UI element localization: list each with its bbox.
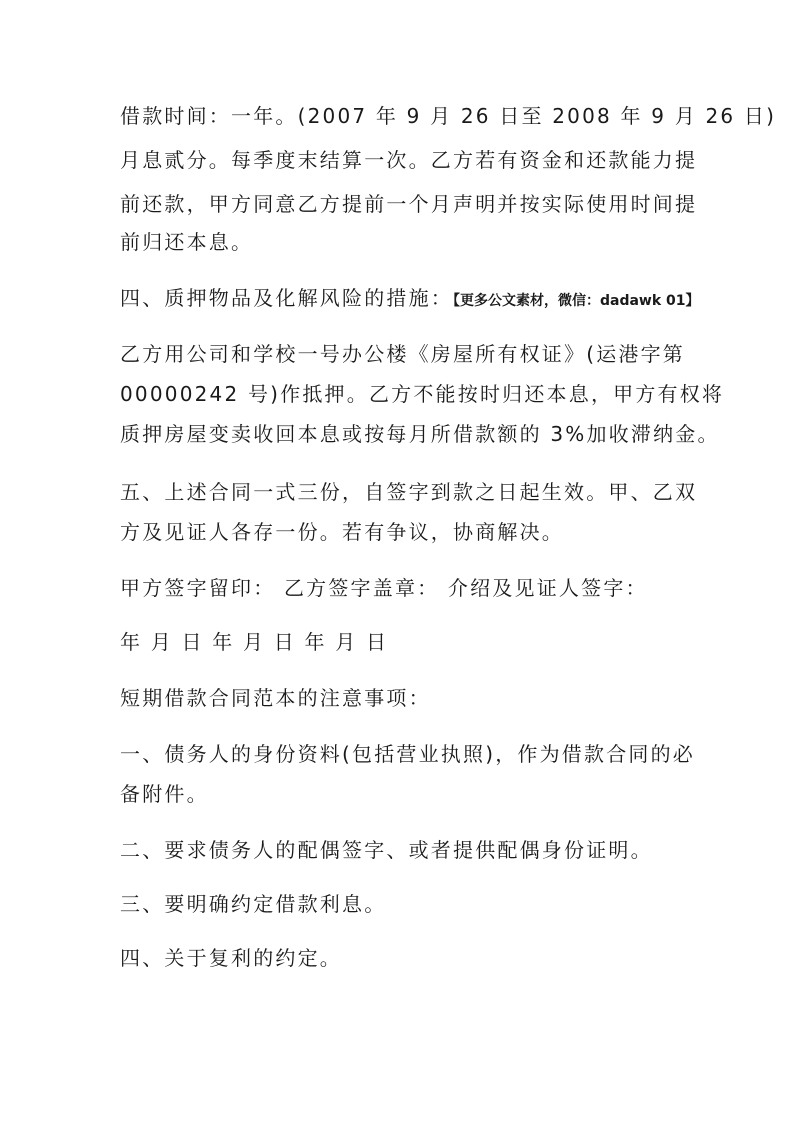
early-repayment-end-line: 前归还本息。 [120, 230, 254, 254]
notes-heading: 短期借款合同范本的注意事项： [120, 686, 431, 710]
loan-term-line: 借款时间：一年。(2007 年 9 月 26 日至 2008 年 9 月 26 日) [120, 104, 777, 128]
signature-line: 甲方签字留印： 乙方签字盖章： 介绍及见证人签字： [120, 576, 648, 600]
note-three: 三、要明确约定借款利息。 [120, 892, 387, 916]
collateral-line-1: 乙方用公司和学校一号办公楼《房屋所有权证》(运港字第 [120, 342, 686, 366]
section-five-line-1: 五、上述合同一式三份，自签字到款之日起生效。甲、乙双 [120, 480, 698, 504]
interest-line: 月息贰分。每季度末结算一次。乙方若有资金和还款能力提 [120, 148, 698, 172]
note-one-line-1: 一、债务人的身份资料(包括营业执照)，作为借款合同的必 [120, 742, 696, 766]
early-repayment-line: 前还款，甲方同意乙方提前一个月声明并按实际使用时间提 [120, 192, 698, 216]
promo-note: 【更多公文素材，微信：dadawk 01】 [453, 293, 700, 309]
section-four-title: 四、质押物品及化解风险的措施： [120, 286, 453, 310]
collateral-line-2: 00000242 号)作抵押。乙方不能按时归还本息，甲方有权将 [120, 382, 725, 406]
collateral-line-3: 质押房屋变卖收回本息或按每月所借款额的 3%加收滞纳金。 [120, 422, 720, 446]
note-two: 二、要求债务人的配偶签字、或者提供配偶身份证明。 [120, 838, 653, 862]
note-four: 四、关于复利的约定。 [120, 946, 342, 970]
section-five-line-2: 方及见证人各存一份。若有争议，协商解决。 [120, 520, 564, 544]
date-line: 年 月 日 年 月 日 年 月 日 [120, 630, 389, 654]
note-one-line-2: 备附件。 [120, 782, 209, 806]
section-four-heading [120, 284, 700, 315]
